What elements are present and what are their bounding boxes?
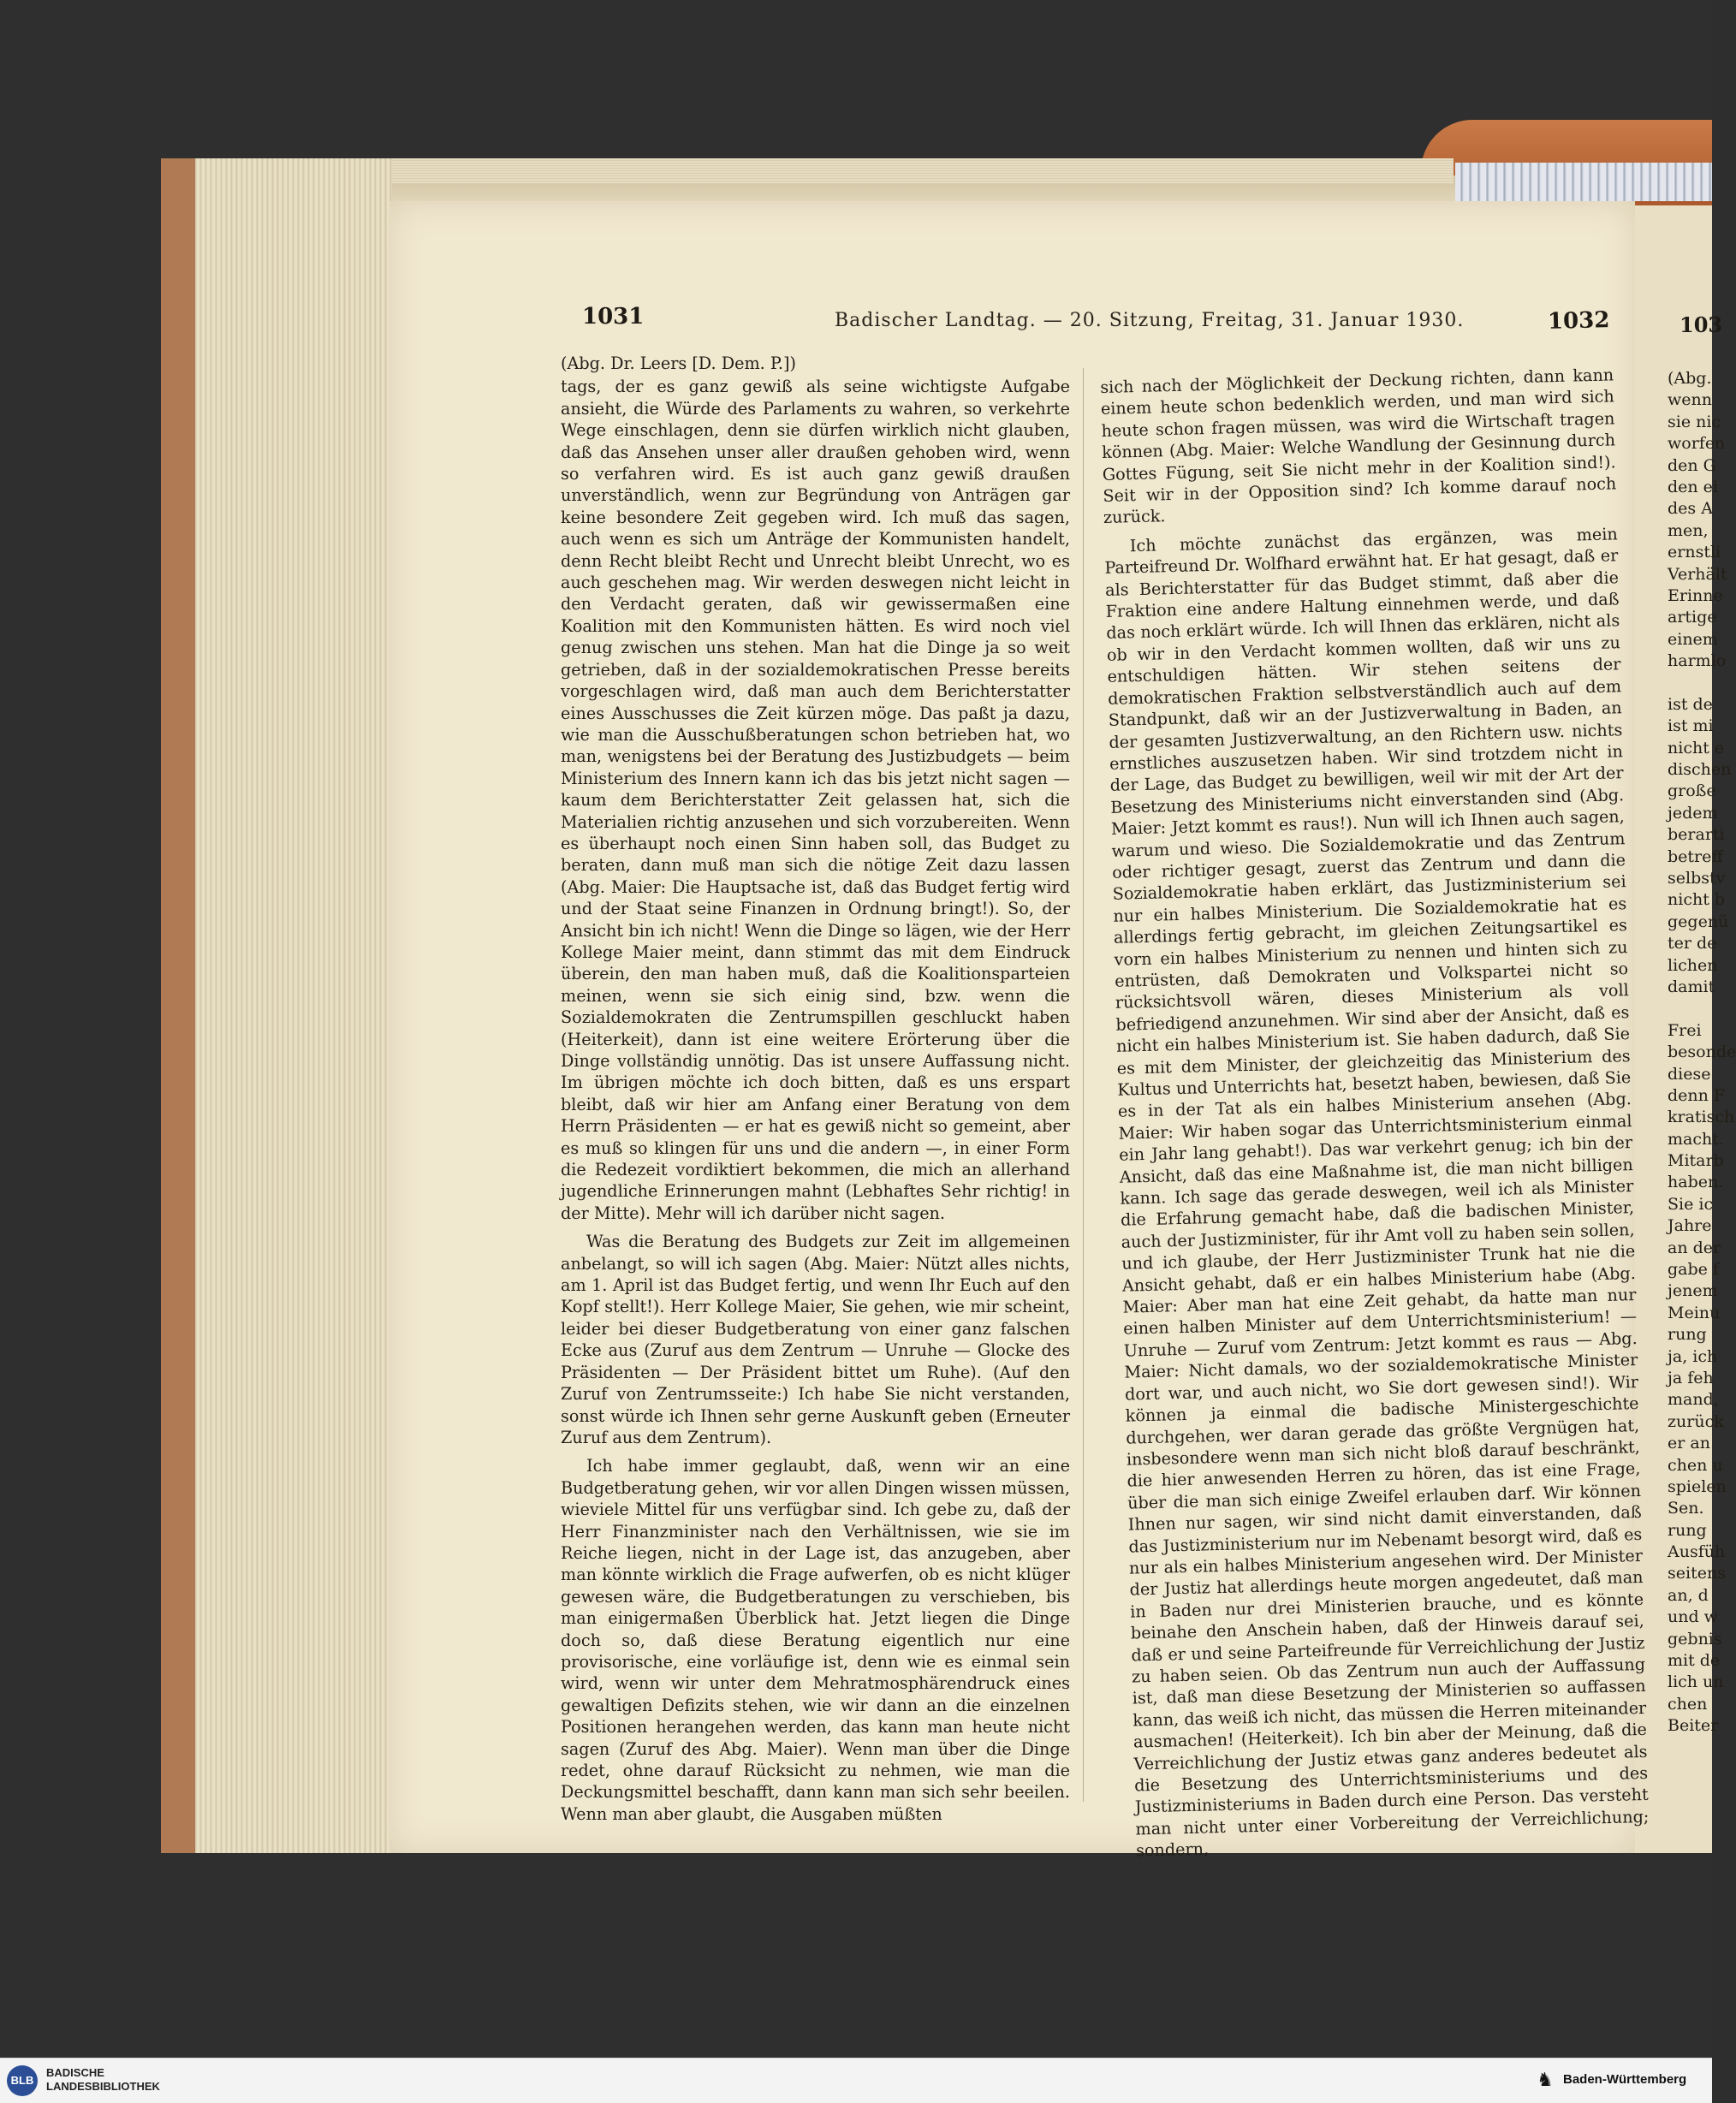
partial-line: haben. <box>1668 1173 1724 1192</box>
partial-line: den ei <box>1668 477 1719 496</box>
partial-line: ja feh <box>1668 1368 1714 1387</box>
partial-line: Meinu <box>1668 1303 1721 1322</box>
partial-line: betreff <box>1668 847 1723 866</box>
partial-line: ter de <box>1668 934 1717 953</box>
paragraph: Ich habe immer geglaubt, daß, wenn wir an eine Budgetberatung gehen, wir vor allen Dingen wissen müssen, wieviele Mittel für uns verfügbar sind. Ich gebe zu, daß der Herr Finanzminister nach den Verhältnissen, wie sie im Reiche liegen, nicht in der Lage ist, das anzugeben, aber man könnte wirklich die Frage aufwerfen, ob es nicht klüger gewesen wäre, die Budgetberatungen zu verschieben, bis man einigermaßen Überblick hat. Jetzt liegen die Dinge doch so, daß diese Beratung eigentlich nur eine provisorische, eine vorläufige ist, denn wie es einmal sein wird, wenn wir unter dem Mehratmosphärendruck eines gewaltigen Defizits stehen, wie wir dann an die einzelnen Positionen herangehen werden, das kann man heute nicht sagen (Zuruf des Abg. Maier). Wenn man über die Dinge redet, ohne darauf Rücksicht zu nehmen, wie man die Deckungsmittel beschafft, dann kann man sich sehr beeilen. Wenn man aber glaubt, die Ausgaben müßten <box>561 1456 1070 1824</box>
partial-line <box>1668 998 1719 1019</box>
partial-line: besonde <box>1668 1043 1736 1062</box>
partial-line: artige <box>1668 608 1717 627</box>
partial-line: chen u <box>1668 1455 1723 1475</box>
partial-line: Beiter <box>1668 1716 1719 1736</box>
partial-line: chen <box>1668 1694 1708 1714</box>
partial-line: rung <box>1668 1520 1707 1540</box>
book-cover-edge <box>161 158 195 1853</box>
partial-line: rung <box>1668 1325 1707 1345</box>
partial-line: sie nic <box>1668 412 1721 431</box>
partial-line: einem <box>1668 629 1718 649</box>
partial-line: Ausfüh <box>1668 1542 1726 1562</box>
partial-line: gegenü <box>1668 912 1729 931</box>
partial-line: nicht e <box>1668 738 1725 757</box>
partial-line: seitens <box>1668 1564 1726 1583</box>
partial-line: lichen <box>1668 955 1718 975</box>
partial-line: mand, <box>1668 1390 1719 1410</box>
partial-line: jedem <box>1668 803 1718 823</box>
text-column-left <box>561 353 1070 1832</box>
partial-line: Sen. <box>1668 1499 1704 1518</box>
partial-line: mit de <box>1668 1651 1721 1671</box>
partial-line: kratisch <box>1668 1108 1735 1127</box>
partial-line: den G <box>1668 455 1716 475</box>
paragraph: Ich möchte zunächst das ergänzen, was mein Parteifreund Dr. Wolfhard erwähnt hat. Er hat gesagt, daß er als Berichterstatter für das Budget stimmt, daß aber die Fraktion eine andere Haltung einnehmen werde, und daß das noch erklärt würde. Ich will Ihnen das erklären, nicht als ob wir in den Verdacht kommen wollten, daß wir uns zu entschuldigen hätten. Wir stehen seitens der demokratischen Fraktion selbstverständlich auch auf dem Standpunkt, daß wir an der Justizverwaltung in Baden, an der gesamten Justizverwaltung, an den Richtern usw. nichts ernstliches auszusetzen haben. Wir sind trotzdem nicht in der Lage, das Budget zu bewilligen, weil wir mit der Art der Besetzung des Ministeriums nicht einverstanden sind (Abg. Maier: Jetzt kommt es raus!). Nun will ich Ihnen auch sagen, warum und wieso. Die Sozialdemokratie und das Zentrum oder richtiger gesagt, zuerst das Zentrum und dann die Sozialdemokratie haben erklärt, das Justizministerium sei nur ein halbes Ministerium. Die Sozialdemokratie hat es allerdings fertig gebracht, im gleichen Zeitungsartikel es vorn ein halbes Ministerium zu nennen und hinten sich zu entrüsten, daß Demokraten und Volkspartei nicht so rücksichtsvoll wären, dieses Ministerium als voll befriedigend anzunehmen. Wir sind aber der Ansicht, daß es nicht ein halbes Ministerium ist. Sie haben dadurch, daß Sie es mit dem Minister, der gleichzeitig das Ministerium des Kultus und Unterrichts hat, besetzt haben, bewiesen, daß Sie es in der Tat als ein halbes Ministerium ansehen (Abg. Maier: Wir haben sogar das Unterrichtsministerium einmal ein Jahr lang gehabt!). Das war verkehrt genug; ich bin der Ansicht, daß das eine Maßnahme ist, die man nicht billigen kann. Ich sage das gerade deswegen, weil ich als Minister die Erfahrung gemacht habe, daß die badischen Minister, auch der Justizminister, für ihr Amt voll zu haben sein sollen, und ich glaube, der Herr Justizminister Trunk hat nie die Ansicht gehabt, daß er ein halbes Ministerium habe (Abg. Maier: Aber man hat eine Zeit gehabt, da hatte man nur einen halben Minister auf dem Unterrichtsministerium! — Unruhe — Zuruf vom Zentrum: Jetzt kommt es raus — Abg. Maier: Nicht damals, wo der sozialdemokratische Minister dort war, und auch nicht, wo Sie dort gewesen sind!). Wir können ja einmal die badische Ministergeschichte durchgehen, wer daran gerade das größte Vergnügen hat, insbesondere wenn man sich nicht bloß darauf beschränkt, die hier anwesenden Herren zu hören, das ist eine Frage, über die man sich einige Zweifel erlauben darf. Wir können Ihnen nur sagen, wir sind nicht damit einverstanden, daß das Justizministerium nur im Nebenamt besorgt wird, daß es nur als ein halbes Ministerium angesehen wird. Der Minister der Justiz hat allerdings heute morgen angedeutet, daß man in Baden nur drei Ministerien brauche, und es könnte beinahe den Anschein haben, daß der Hinweis darauf sei, daß er und seine Parteifreunde für Verreichlichung der Justiz zu haben seien. Ob das Zentrum nun auch der Auffassung ist, daß man diese Besetzung der Ministerien so auffassen kann, das weiß ich nicht, das müssen die Herren miteinander ausmachen! (Heiterkeit). Ich bin aber der Meinung, daß die Verreichlichung der Justiz etwas ganz anderes bedeutet als die Besetzung des Unterrichtsministeriums und des Justizministeriums in Baden durch eine Person. Das versteht man nicht unter einer Vorbereitung der Verreichlichung; sondern, <box>1104 524 1650 1861</box>
partial-line: jenem <box>1668 1281 1718 1301</box>
partial-line: lich un <box>1668 1672 1724 1692</box>
paragraph: tags, der es ganz gewiß als seine wichtigste Aufgabe ansieht, die Würde des Parlaments zu wahren, so verkehrte Wege einschlagen, denn sie dürfen wirklich nicht glauben, daß das Ansehen unser aller draußen gehoben wird, wenn so verfahren wird. Es ist auch ganz gewiß draußen unverständlich, wenn zur Begründung von Anträgen gar keine besondere Zeit gegeben wird. Ich muß das sagen, auch wenn es sich um Anträge der Kommunisten handelt, denn Recht bleibt Recht und Unrecht bleibt Unrecht, wo es auch geschehen mag. Wir werden deswegen nicht leicht in den Verdacht geraten, daß wir gewissermaßen eine Koalition mit den Kommunisten hätten. Es wird noch viel genug zwischen uns stehen. Man hat die Dinge ja so weit getrieben, daß in der sozialdemokratischen Presse bereits vorgeschlagen wird, daß man auch dem Berichterstatter eines Ausschusses die Zeit kürzen möge. Das paßt ja dazu, wie man die Ausschußberatungen schon betrieben hat, wo man, wenigstens bei der Beratung des Justizbudgets — beim Ministerium des Innern kann ich das bis jetzt nicht sagen — kaum dem Berichterstatter Zeit gelassen hat, sich die Materialien richtig anzusehen und sich vorzubereiten. Wenn es überhaupt noch einen Sinn haben soll, das Budget zu beraten, dann muß man sich die nötige Zeit dazu lassen (Abg. Maier: Die Hauptsache ist, daß das Budget fertig wird und der Staat seine Finanzen in Ordnung bringt!). So, der Ansicht bin ich nicht! Wenn die Dinge so lägen, wie der Herr Kollege Maier meint, dann stimmt das mit dem Eindruck überein, den man haben muß, daß die Koalitionsparteien meinen, wenn sie sich einig sind, bzw. wenn die Sozialdemokraten die Zentrumspillen geschluckt haben (Heiterkeit), dann ist eine weitere Erörterung über die Dinge vollständig unnötig. Das ist unsere Auffassung nicht. Im übrigen möchte ich doch bitten, daß es uns erspart bleibt, daß wir hier am Anfang einer Beratung von dem Herrn Präsidenten — er hat es gewiß nicht so gemeint, aber es muß so klingen für uns und die andern —, in einer Form die Redezeit vordiktiert bekommen, die mich an allerhand jugendliche Erinnerungen mahnt (Lebhaftes Sehr richtig! in der Mitte). Mehr will ich darüber nicht sagen. <box>561 377 1070 1223</box>
partial-line: selbstv <box>1668 868 1726 888</box>
partial-line: ja, ich <box>1668 1346 1718 1366</box>
bookmark-band <box>1455 163 1712 201</box>
speaker-line: (Abg. Dr. Leers [D. Dem. P.]) <box>561 353 796 373</box>
partial-line: nicht b <box>1668 890 1726 910</box>
text-column-partial <box>1668 368 1736 1738</box>
paragraph: sich nach der Möglichkeit der Deckung richten, dann kann einem heute schon bedenklich werden, und man wird sich heute schon fragen müssen, was wird die Wirtschaft tragen können (Abg. Maier: Welche Wandlung der Gesinnung durch Gottes Fügung, seit Sie nicht mehr in der Koalition sind!). Seit wir in der Opposition sind? Ich komme darauf noch zurück. <box>1100 365 1617 528</box>
partial-line: macht. <box>1668 1129 1724 1149</box>
partial-line: ist de <box>1668 694 1713 714</box>
partial-line: an, d <box>1668 1585 1709 1605</box>
institution-name <box>46 2066 160 2094</box>
partial-line: denn F <box>1668 1085 1726 1105</box>
partial-line: gebnis <box>1668 1629 1722 1649</box>
partial-line: spielen <box>1668 1476 1727 1496</box>
partial-line: (Abg. <box>1668 369 1712 388</box>
partial-line: Verhält <box>1668 564 1727 584</box>
state-logo-text[interactable]: Baden-Württemberg <box>1563 2072 1687 2087</box>
institution-line-2: LANDESBIBLIOTHEK <box>46 2080 160 2093</box>
partial-line: diese <box>1668 1064 1711 1084</box>
partial-line: harmlo <box>1668 651 1727 671</box>
next-page-number: 103 <box>1680 312 1723 337</box>
partial-line: damit <box>1668 977 1715 996</box>
partial-line: gabe f <box>1668 1260 1719 1280</box>
partial-line: große <box>1668 781 1716 801</box>
partial-line: zurück <box>1668 1411 1724 1431</box>
partial-line: an der <box>1668 1238 1721 1257</box>
partial-line: Jahre <box>1668 1216 1712 1236</box>
partial-line: er an <box>1668 1434 1710 1453</box>
partial-line: dischen <box>1668 760 1732 780</box>
text-column-right <box>1100 364 1650 1868</box>
paragraph: Was die Beratung des Budgets zur Zeit im allgemeinen anbelangt, so will ich sagen (Abg. Maier: Nützt alles nichts, am 1. April ist das Budget fertig, und wenn Ihr Euch auf den Kopf stellt!). Herr Kollege Maier, Sie gehen, wie mir scheint, leider bei dieser Budgetberatung von einer ganz falschen Ecke aus (Zuruf aus dem Zentrum — Unruhe — Glocke des Präsidenten — Der Präsident bittet um Ruhe). (Auf den Zuruf von Zentrumsseite:) Ich habe Sie nicht verstanden, sonst würde ich Ihnen sehr gerne Auskunft geben (Erneuter Zuruf aus dem Zentrum). <box>561 1232 1070 1447</box>
partial-line: des A <box>1668 499 1713 519</box>
partial-line: ist mi <box>1668 716 1714 736</box>
partial-line: wenn <box>1668 390 1712 410</box>
state-lion-icon: ♞ <box>1537 2070 1554 2091</box>
running-title: Badischer Landtag. — 20. Sitzung, Freitag, 31. Januar 1930. <box>835 310 1465 331</box>
column-divider <box>1083 368 1084 1802</box>
partial-line: Mitarb <box>1668 1151 1724 1171</box>
partial-line: Erinne <box>1668 585 1723 605</box>
partial-line: men, <box>1668 520 1709 540</box>
institution-line-1: BADISCHE <box>46 2066 104 2079</box>
partial-line: berarti <box>1668 825 1725 845</box>
partial-line: Frei <box>1668 1020 1702 1040</box>
left-page-number: 1031 <box>582 304 645 330</box>
blb-logo-icon[interactable]: BLB <box>7 2065 38 2096</box>
book-page-stack <box>161 158 392 1853</box>
right-page-number: 1032 <box>1547 307 1610 335</box>
viewer-footer <box>0 2058 1712 2103</box>
partial-line: worfen <box>1668 434 1726 454</box>
partial-line: ernstli <box>1668 543 1721 562</box>
partial-line: Sie ic <box>1668 1194 1714 1214</box>
partial-line: und w <box>1668 1607 1718 1627</box>
partial-line <box>1668 672 1719 693</box>
